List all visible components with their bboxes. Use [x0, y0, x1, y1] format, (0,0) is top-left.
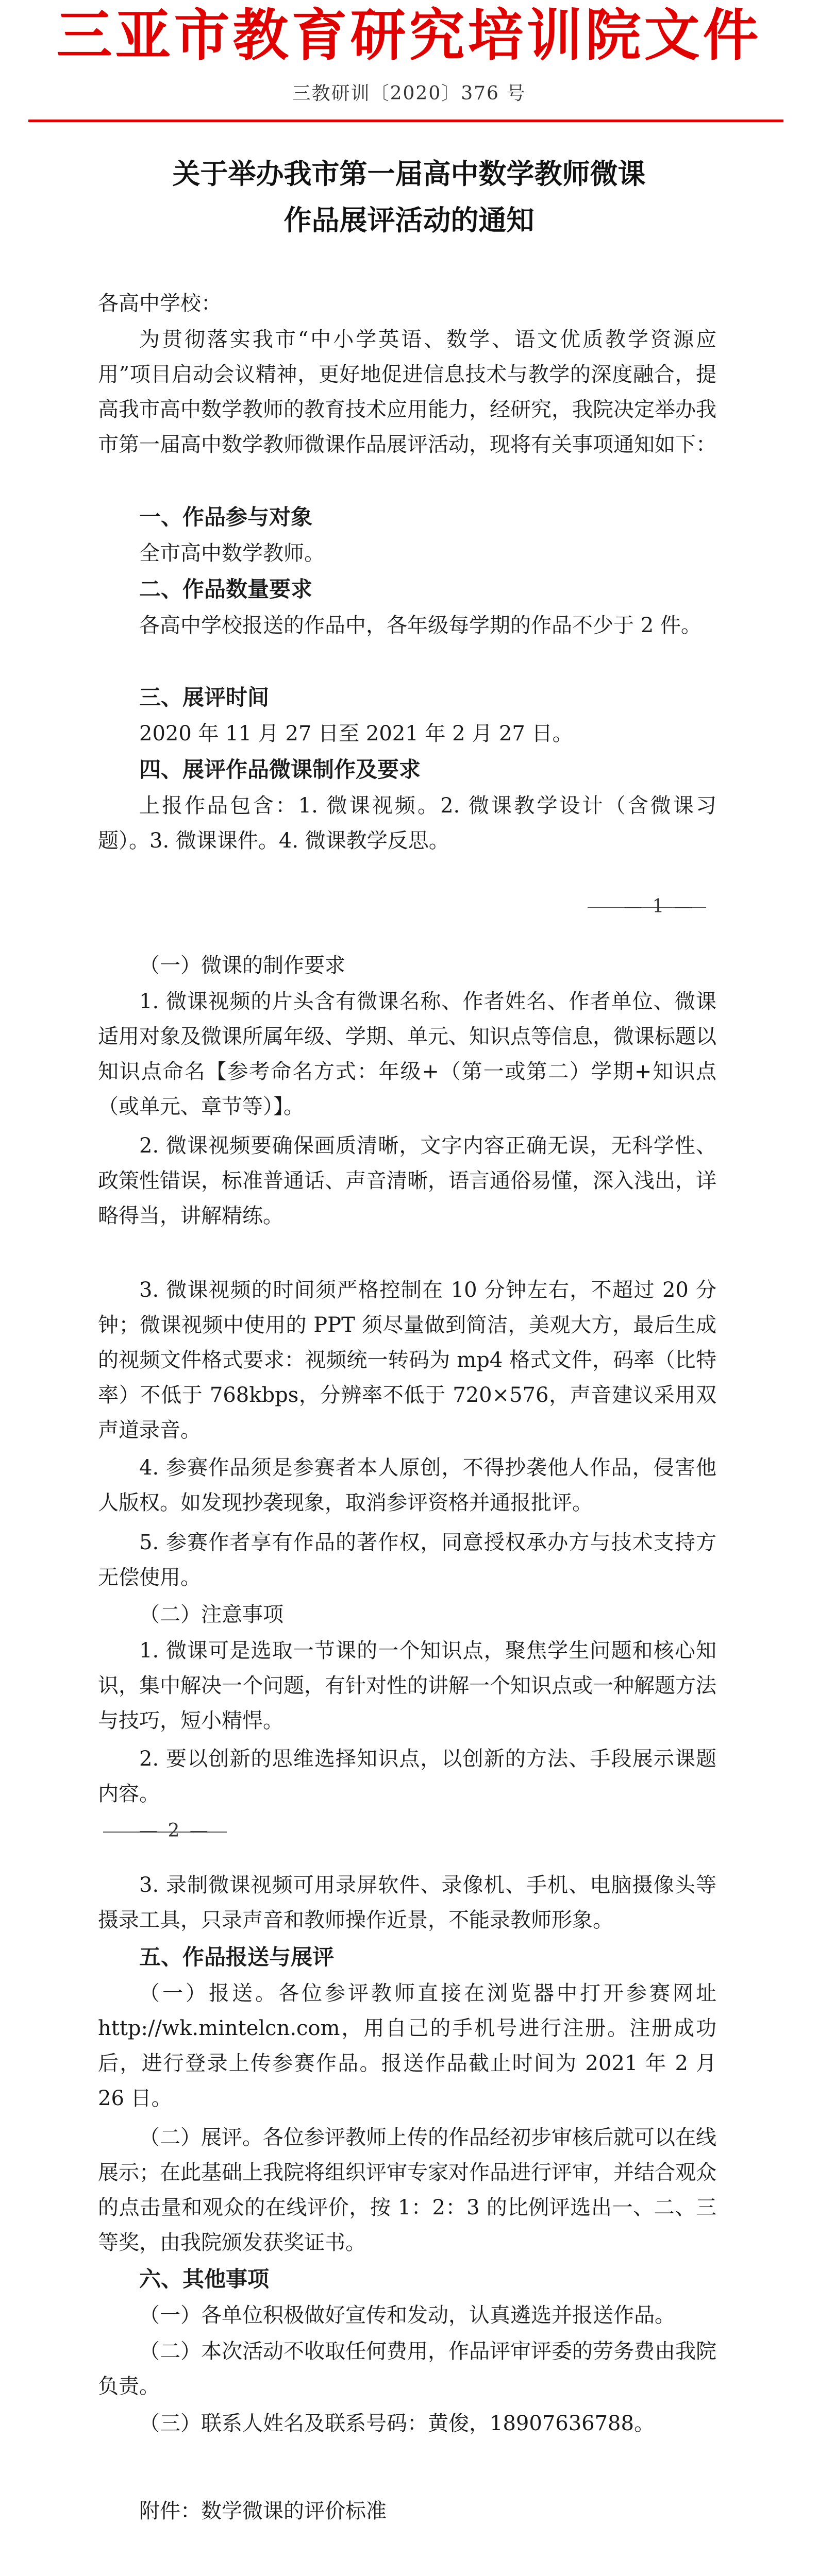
requirement-item-3: 3. 微课视频的时间须严格控制在 10 分钟左右，不超过 20 分钟；微课视频中使用的 PPT 须尽量做到简洁，美观大方，最后生成的视频文件格式要求：视频统一转码为 mp4 格式文件，码率（比特率）不低于 768kbps，分辨率不低于 720×576，声音建议采用双声道录音。 [98, 1278, 716, 1442]
section-6-item-3: （三）联系人姓名及联系号码：黄俊，18907636788。 [139, 2412, 655, 2435]
section-1-heading: 一、作品参与对象 [139, 504, 313, 530]
section-4-text: 上报作品包含：1. 微课视频。2. 微课教学设计（含微课习题）。3. 微课课件。4. 微课教学反思。 [98, 794, 716, 853]
section-2-heading: 二、作品数量要求 [139, 577, 313, 602]
section-5-review: （二）展评。各位参评教师上传的作品经初步审核后就可以在线展示；在此基础上我院将组织评审专家对作品进行评审，并结合观众的点击量和观众的在线评价，按 1：2：3 的比例评选出一、二、三等奖，由我院颁发获奖证书。 [98, 2126, 716, 2255]
subsection-notes-heading: （二）注意事项 [139, 1603, 283, 1626]
page-number-2: — 2 — [139, 1820, 210, 1841]
subsection-requirements-heading: （一）微课的制作要求 [139, 954, 345, 977]
section-3-text: 2020 年 11 月 27 日至 2021 年 2 月 27 日。 [139, 722, 573, 745]
notice-title-line-2: 作品展评活动的通知 [283, 204, 535, 236]
requirement-item-2: 2. 微课视频要确保画质清晰，文字内容正确无误，无科学性、政策性错误，标准普通话、声音清晰，语言通俗易懂，深入浅出，详略得当，讲解精练。 [98, 1134, 716, 1228]
requirement-item-1: 1. 微课视频的片头含有微课名称、作者姓名、作者单位、微课适用对象及微课所属年级、学期、单元、知识点等信息，微课标题以知识点命名【参考命名方式：年级+（第一或第二）学期+知识点（或单元、章节等）】。 [98, 990, 716, 1118]
note-item-1: 1. 微课可是选取一节课的一个知识点，聚焦学生问题和核心知识，集中解决一个问题，有针对性的讲解一个知识点或一种解题方法与技巧，短小精悍。 [98, 1639, 716, 1733]
attachment-note: 附件：数学微课的评价标准 [139, 2499, 387, 2523]
section-1-text: 全市高中数学教师。 [139, 541, 325, 565]
note-item-3: 3. 录制微课视频可用录屏软件、录像机、手机、电脑摄像头等摄录工具，只录声音和教师操作近景，不能录教师形象。 [98, 1873, 716, 1932]
salutation: 各高中学校： [98, 292, 222, 315]
header-red-divider [28, 120, 783, 122]
section-2-text: 各高中学校报送的作品中，各年级每学期的作品不少于 2 件。 [139, 614, 702, 637]
section-3-heading: 三、展评时间 [139, 685, 270, 710]
section-6-item-2: （二）本次活动不收取任何费用，作品评审评委的劳务费由我院负责。 [98, 2340, 716, 2398]
section-6-heading: 六、其他事项 [139, 2266, 270, 2292]
section-5-submission: （一）报送。各位参评教师直接在浏览器中打开参赛网址 http://wk.mintelcn.com，用自己的手机号进行注册。注册成功后，进行登录上传参赛作品。报送作品截止时间为 2021 年 2 月 26 日。 [98, 1981, 716, 2110]
intro-paragraph: 为贯彻落实我市“中小学英语、数学、语文优质教学资源应用”项目启动会议精神，更好地促进信息技术与教学的深度融合，提高我市高中数学教师的教育技术应用能力，经研究，我院决定举办我市第一届高中数学教师微课作品展评活动，现将有关事项通知如下： [98, 328, 716, 456]
note-item-2: 2. 要以创新的思维选择知识点，以创新的方法、手段展示课题内容。 [98, 1747, 716, 1806]
document-header-title: 三亚市教育研究培训院文件 [56, 4, 762, 68]
document-number: 三教研训〔2020〕376 号 [292, 83, 526, 104]
notice-title-line-1: 关于举办我市第一届高中数学教师微课 [172, 157, 646, 190]
requirement-item-4: 4. 参赛作品须是参赛者本人原创，不得抄袭他人作品，侵害他人版权。如发现抄袭现象，取消参评资格并通报批评。 [98, 1456, 716, 1515]
section-5-heading: 五、作品报送与展评 [139, 1944, 335, 1970]
section-6-item-1: （一）各单位积极做好宣传和发动，认真遴选并报送作品。 [139, 2303, 675, 2327]
section-4-heading: 四、展评作品微课制作及要求 [139, 757, 421, 782]
page-number-1: — 1 — [624, 896, 695, 917]
requirement-item-5: 5. 参赛作者享有作品的著作权，同意授权承办方与技术支持方无偿使用。 [98, 1531, 716, 1589]
